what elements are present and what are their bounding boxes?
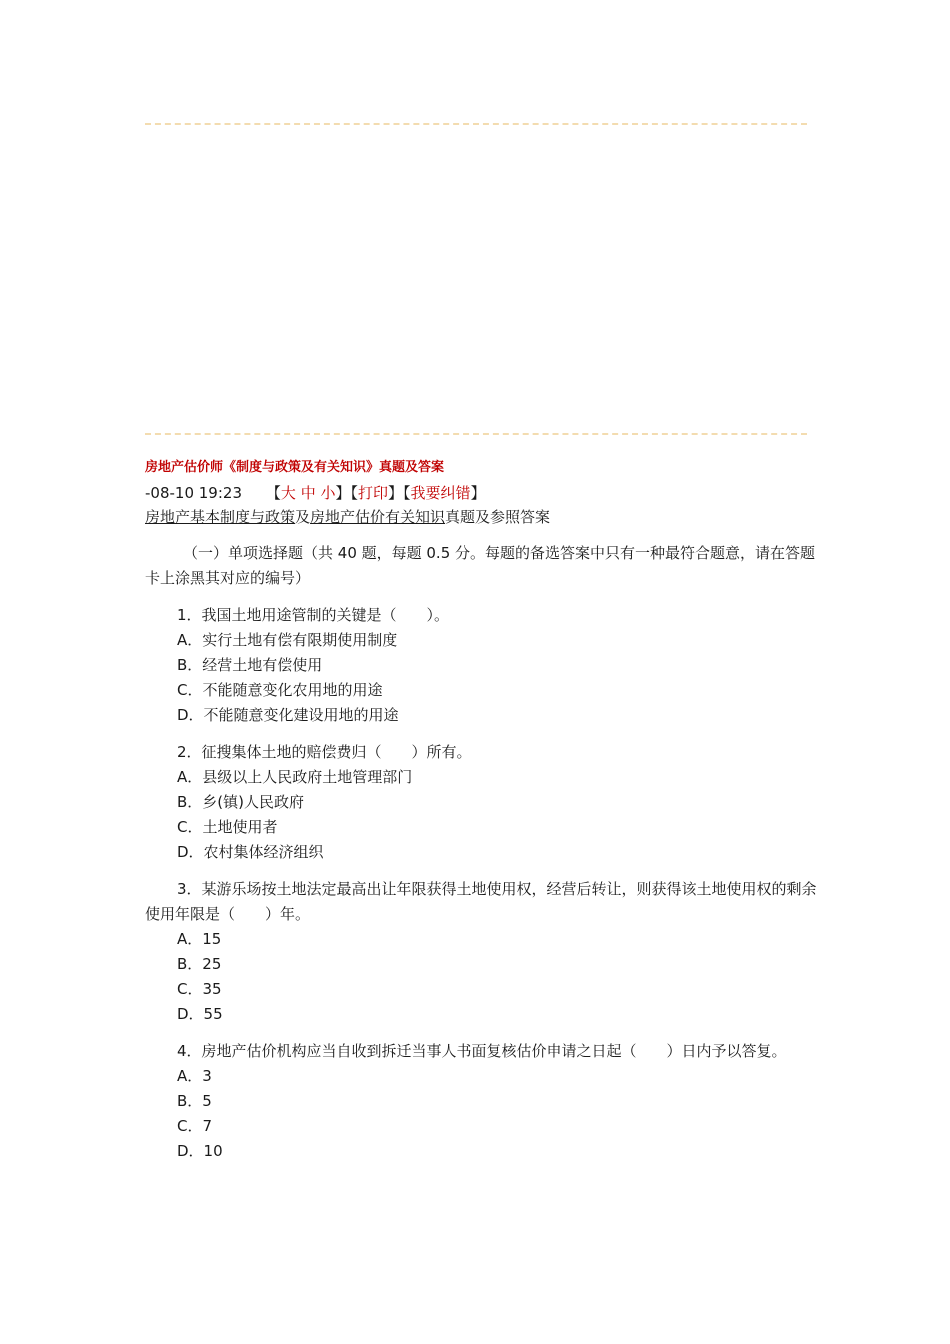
question-block [145,603,825,728]
font-size-small-link[interactable]: 小 [320,484,336,502]
option-d: D．农村集体经济组织 [177,843,324,861]
option-d: D．不能随意变化建设用地的用途 [177,706,399,724]
option-b: B．5 [177,1092,212,1110]
article [145,458,825,1164]
question-text: 2．征搜集体土地的赔偿费归（ ）所有。 [177,743,472,761]
option-c: C．7 [177,1117,213,1135]
option-c: C．35 [177,980,222,998]
publish-date: -08-10 19:23 [145,484,242,502]
question-block [145,877,825,1027]
option-c: C．不能随意变化农用地的用途 [177,681,383,699]
option-b: B．乡(镇)人民政府 [177,793,304,811]
option-a: A．3 [177,1067,212,1085]
option-c: C．土地使用者 [177,818,278,836]
question-text: 3．某游乐场按土地法定最高出让年限获得土地使用权，经营后转让，则获得该土地使用权的剩余使用年限是（ ）年。 [145,880,817,923]
bottom-dashed-divider [145,433,807,435]
question-block [145,1039,825,1164]
report-error-link[interactable]: 我要纠错 [410,484,471,502]
subtitle-link-policy[interactable]: 房地产基本制度与政策 [145,508,296,526]
article-title: 房地产估价师《制度与政策及有关知识》真题及答案 [145,460,445,475]
font-size-medium-link[interactable]: 中 [300,484,316,502]
question-text: 4．房地产估价机构应当自收到拆迁当事人书面复核估价申请之日起（ ）日内予以答复。 [177,1042,787,1060]
question-block [145,740,825,865]
option-a: A．县级以上人民政府土地管理部门 [177,768,413,786]
option-d: D．10 [177,1142,223,1160]
section-intro: （一）单项选择题（共 40 题，每题 0.5 分。每题的备选答案中只有一种最符合题意，请在答题卡上涂黑其对应的编号） [145,544,816,587]
question-text: 1．我国土地用途管制的关键是（ ）。 [177,606,450,624]
print-link[interactable]: 打印 [358,484,389,502]
option-a: A．15 [177,930,222,948]
option-d: D．55 [177,1005,223,1023]
font-size-large-link[interactable]: 大 [280,484,296,502]
top-dashed-divider [145,123,807,125]
option-b: B．25 [177,955,222,973]
article-meta: -08-10 19:23 【大 中 小】【打印】【我要纠错】 [145,484,486,502]
option-a: A．实行土地有偿有限期使用制度 [177,631,398,649]
article-subtitle: 房地产基本制度与政策及房地产估价有关知识真题及参照答案 [145,508,551,526]
option-b: B．经营土地有偿使用 [177,656,323,674]
subtitle-link-knowledge[interactable]: 房地产估价有关知识 [310,508,446,526]
